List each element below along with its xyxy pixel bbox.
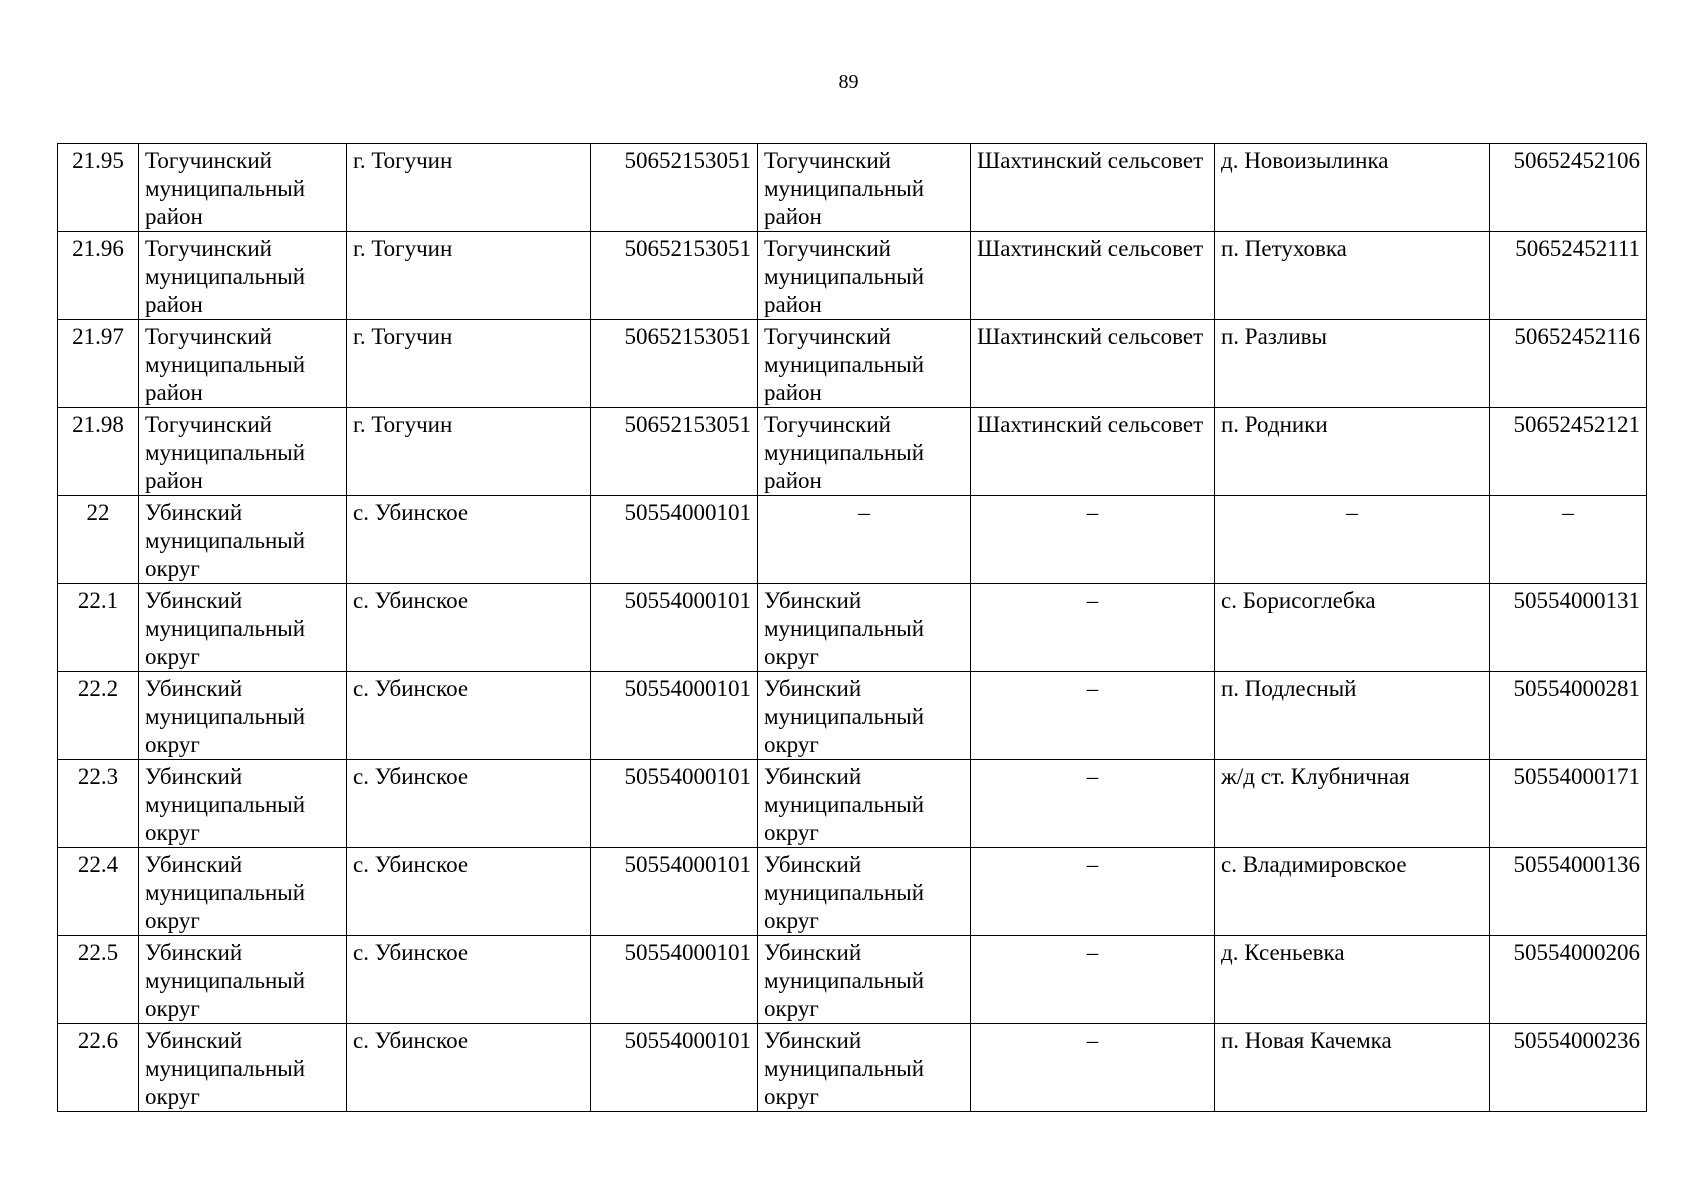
admin-center-cell: с. Убинское [347,1024,591,1112]
district-cell: Тогучинский муниципальный район [139,320,347,408]
locality-code-cell: 50554000236 [1490,1024,1647,1112]
admin-center-code-cell: 50554000101 [591,760,758,848]
municipality-cell: Убинский муниципальный округ [758,760,971,848]
locality-code-cell: 50554000136 [1490,848,1647,936]
admin-center-cell: с. Убинское [347,584,591,672]
row-number-cell: 22 [58,496,139,584]
district-cell: Тогучинский муниципальный район [139,232,347,320]
row-number-cell: 22.6 [58,1024,139,1112]
settlements-table [57,143,1647,1112]
municipality-cell: Тогучинский муниципальный район [758,320,971,408]
locality-cell: с. Владимировское [1215,848,1490,936]
table-row [58,848,1647,936]
locality-code-cell: 50652452106 [1490,144,1647,232]
district-cell: Убинский муниципальный округ [139,496,347,584]
settlement-cell: Шахтинский сельсовет [971,408,1215,496]
row-number-cell: 22.1 [58,584,139,672]
locality-cell: д. Новоизылинка [1215,144,1490,232]
municipality-cell: Убинский муниципальный округ [758,936,971,1024]
locality-cell: с. Борисоглебка [1215,584,1490,672]
settlement-cell: – [971,672,1215,760]
district-cell: Убинский муниципальный округ [139,936,347,1024]
row-number-cell: 21.97 [58,320,139,408]
locality-cell: п. Подлесный [1215,672,1490,760]
page-number: 89 [838,71,859,93]
admin-center-cell: с. Убинское [347,672,591,760]
row-number-cell: 21.96 [58,232,139,320]
row-number-cell: 22.5 [58,936,139,1024]
settlement-cell: – [971,496,1215,584]
table-row [58,1024,1647,1112]
municipality-cell: Тогучинский муниципальный район [758,144,971,232]
table-row [58,936,1647,1024]
row-number-cell: 21.95 [58,144,139,232]
admin-center-cell: г. Тогучин [347,232,591,320]
district-cell: Тогучинский муниципальный район [139,144,347,232]
admin-center-cell: г. Тогучин [347,408,591,496]
admin-center-code-cell: 50554000101 [591,848,758,936]
locality-code-cell: 50652452121 [1490,408,1647,496]
locality-cell: п. Новая Качемка [1215,1024,1490,1112]
row-number-cell: 22.4 [58,848,139,936]
locality-cell: п. Родники [1215,408,1490,496]
municipality-cell: Убинский муниципальный округ [758,584,971,672]
admin-center-code-cell: 50652153051 [591,408,758,496]
admin-center-cell: с. Убинское [347,496,591,584]
settlement-cell: – [971,1024,1215,1112]
admin-center-code-cell: 50554000101 [591,496,758,584]
admin-center-cell: с. Убинское [347,936,591,1024]
table-row [58,232,1647,320]
admin-center-code-cell: 50554000101 [591,1024,758,1112]
district-cell: Убинский муниципальный округ [139,1024,347,1112]
table-row [58,760,1647,848]
row-number-cell: 22.2 [58,672,139,760]
table-row [58,408,1647,496]
municipality-cell: Тогучинский муниципальный район [758,408,971,496]
settlement-cell: Шахтинский сельсовет [971,320,1215,408]
settlement-cell: – [971,760,1215,848]
municipality-cell: Убинский муниципальный округ [758,1024,971,1112]
admin-center-code-cell: 50652153051 [591,232,758,320]
district-cell: Убинский муниципальный округ [139,760,347,848]
locality-cell: п. Разливы [1215,320,1490,408]
admin-center-code-cell: 50554000101 [591,936,758,1024]
locality-cell: п. Петуховка [1215,232,1490,320]
settlement-cell: – [971,584,1215,672]
locality-code-cell: 50554000281 [1490,672,1647,760]
district-cell: Убинский муниципальный округ [139,848,347,936]
row-number-cell: 21.98 [58,408,139,496]
locality-code-cell: 50554000131 [1490,584,1647,672]
locality-cell: ж/д ст. Клубничная [1215,760,1490,848]
table-row [58,320,1647,408]
district-cell: Убинский муниципальный округ [139,672,347,760]
locality-cell: – [1215,496,1490,584]
admin-center-cell: с. Убинское [347,760,591,848]
settlement-cell: – [971,848,1215,936]
table-row [58,672,1647,760]
municipality-cell: Убинский муниципальный округ [758,672,971,760]
admin-center-cell: г. Тогучин [347,144,591,232]
locality-code-cell: – [1490,496,1647,584]
municipality-cell: Тогучинский муниципальный район [758,232,971,320]
admin-center-code-cell: 50554000101 [591,584,758,672]
admin-center-code-cell: 50652153051 [591,320,758,408]
locality-code-cell: 50554000206 [1490,936,1647,1024]
district-cell: Тогучинский муниципальный район [139,408,347,496]
locality-code-cell: 50652452111 [1490,232,1647,320]
table-row [58,496,1647,584]
admin-center-cell: г. Тогучин [347,320,591,408]
admin-center-cell: с. Убинское [347,848,591,936]
admin-center-code-cell: 50652153051 [591,144,758,232]
settlement-cell: – [971,936,1215,1024]
table-row [58,584,1647,672]
locality-code-cell: 50554000171 [1490,760,1647,848]
municipality-cell: Убинский муниципальный округ [758,848,971,936]
table-body [58,144,1647,1112]
table-row [58,144,1647,232]
locality-cell: д. Ксеньевка [1215,936,1490,1024]
settlement-cell: Шахтинский сельсовет [971,232,1215,320]
district-cell: Убинский муниципальный округ [139,584,347,672]
locality-code-cell: 50652452116 [1490,320,1647,408]
municipality-cell: – [758,496,971,584]
row-number-cell: 22.3 [58,760,139,848]
settlement-cell: Шахтинский сельсовет [971,144,1215,232]
admin-center-code-cell: 50554000101 [591,672,758,760]
